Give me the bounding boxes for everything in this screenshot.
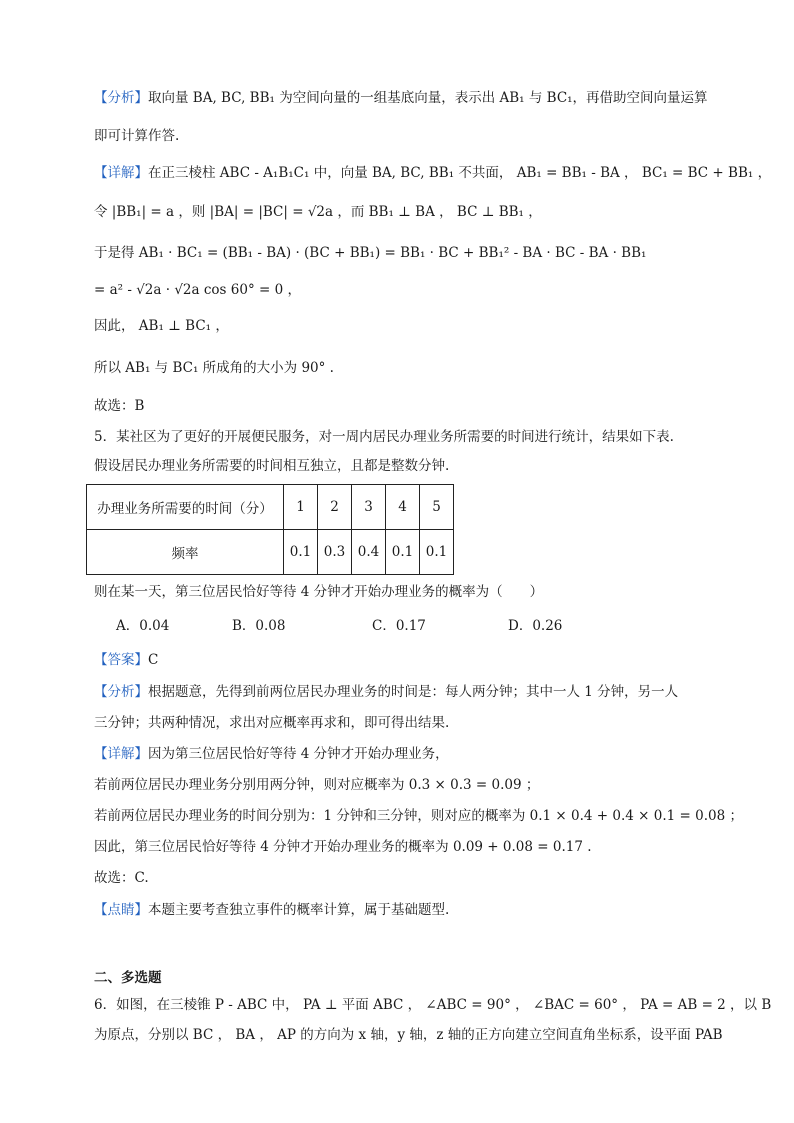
q5-comment-line — [94, 900, 449, 920]
section-heading: 二、多选题 — [94, 970, 162, 986]
detail-paragraph — [94, 163, 771, 183]
frequency-table — [86, 484, 454, 575]
q5-comment-tag: 【点睛】 — [94, 902, 148, 918]
detail-line-5: 因此， AB₁ ⊥ BC₁ ， — [94, 318, 229, 334]
answer-line — [94, 650, 158, 670]
table-cell: 4 — [386, 485, 420, 530]
q5-comment-text: 本题主要考查独立事件的概率计算，属于基础题型. — [148, 902, 450, 918]
table-cell: 1 — [284, 485, 318, 530]
detail-line-3: 于是得 AB₁ · BC₁ = (BB₁ - BA) · (BC + BB₁) = BB₁ · BC + BB₁² - BA · BC - BA · BB₁ — [94, 245, 647, 261]
table-row — [87, 530, 454, 575]
table-cell: 5 — [420, 485, 454, 530]
table-cell: 0.3 — [318, 530, 352, 575]
table-cell: 0.1 — [284, 530, 318, 575]
analysis-paragraph-cont: 即可计算作答. — [94, 128, 180, 144]
answer-text: C — [148, 652, 159, 668]
detail-tag: 【详解】 — [94, 165, 148, 181]
q5-detail-line-5: 故选：C. — [94, 870, 149, 886]
option-d: D．0.26 — [508, 618, 563, 634]
q5-analysis-line-2: 三分钟；共两种情况，求出对应概率再求和，即可得出结果. — [94, 715, 450, 731]
table-cell: 0.4 — [352, 530, 386, 575]
table-row — [87, 485, 454, 530]
detail-line-6: 所以 AB₁ 与 BC₁ 所成角的大小为 90° . — [94, 360, 334, 376]
table-row-label: 频率 — [87, 530, 284, 575]
table-cell: 2 — [318, 485, 352, 530]
question-6-line-2: 为原点，分别以 BC ， BA ， AP 的方向为 x 轴，y 轴，z 轴的正方向建立空间直角坐标系，设平面 PAB — [94, 1027, 723, 1043]
table-cell: 3 — [352, 485, 386, 530]
answer-tag: 【答案】 — [94, 652, 148, 668]
table-cell: 0.1 — [420, 530, 454, 575]
question-5-prompt: 则在某一天，第三位居民恰好等待 4 分钟才开始办理业务的概率为（ ） — [94, 584, 544, 600]
question-5-line-2: 假设居民办理业务所需要的时间相互独立，且都是整数分钟. — [94, 458, 450, 474]
detail-line-4: = a² - √2a · √2a cos 60° = 0 ， — [94, 282, 301, 298]
option-c: C．0.17 — [372, 618, 426, 634]
analysis-text: 取向量 BA, BC, BB₁ 为空间向量的一组基底向量，表示出 AB₁ 与 BC₁，再借助空间向量运算 — [148, 90, 708, 106]
q5-detail-tag: 【详解】 — [94, 746, 148, 762]
question-6-line-1: 6．如图，在三棱锥 P - ABC 中， PA ⊥ 平面 ABC ， ∠ABC = 90° ， ∠BAC = 60° ， PA = AB = 2 ，以 B — [94, 997, 772, 1013]
analysis-paragraph — [94, 88, 708, 108]
table-header-label: 办理业务所需要的时间（分） — [87, 485, 284, 530]
detail-line-2: 令 |BB₁| = a ，则 |BA| = |BC| = √2a ，而 BB₁ ⊥ BA ， BC ⊥ BB₁ ， — [94, 204, 542, 220]
detail-text: 在正三棱柱 ABC - A₁B₁C₁ 中，向量 BA, BC, BB₁ 不共面， AB₁ = BB₁ - BA ， BC₁ = BC + BB₁ ， — [148, 165, 772, 181]
table-cell: 0.1 — [386, 530, 420, 575]
q5-analysis-text: 根据题意，先得到前两位居民办理业务的时间是：每人两分钟；其中一人 1 分钟，另一人 — [148, 684, 679, 700]
analysis-tag: 【分析】 — [94, 90, 148, 106]
q5-analysis-tag: 【分析】 — [94, 684, 148, 700]
option-b: B．0.08 — [232, 618, 286, 634]
choose-line: 故选：B — [94, 398, 145, 414]
q5-detail-line-2: 若前两位居民办理业务分别用两分钟，则对应概率为 0.3 × 0.3 = 0.09 ； — [94, 777, 540, 793]
q5-detail-text: 因为第三位居民恰好等待 4 分钟才开始办理业务， — [148, 746, 449, 762]
option-a: A．0.04 — [116, 618, 170, 634]
q5-detail-line-3: 若前两位居民办理业务的时间分别为：1 分钟和三分钟，则对应的概率为 0.1 × 0.4 + 0.4 × 0.1 = 0.08 ； — [94, 808, 743, 824]
q5-detail-line-4: 因此，第三位居民恰好等待 4 分钟才开始办理业务的概率为 0.09 + 0.08 = 0.17 . — [94, 839, 592, 855]
question-5-line-1: 5．某社区为了更好的开展便民服务，对一周内居民办理业务所需要的时间进行统计，结果如下表. — [94, 429, 674, 445]
q5-detail-line-1 — [94, 744, 449, 764]
q5-analysis-line-1 — [94, 682, 678, 702]
